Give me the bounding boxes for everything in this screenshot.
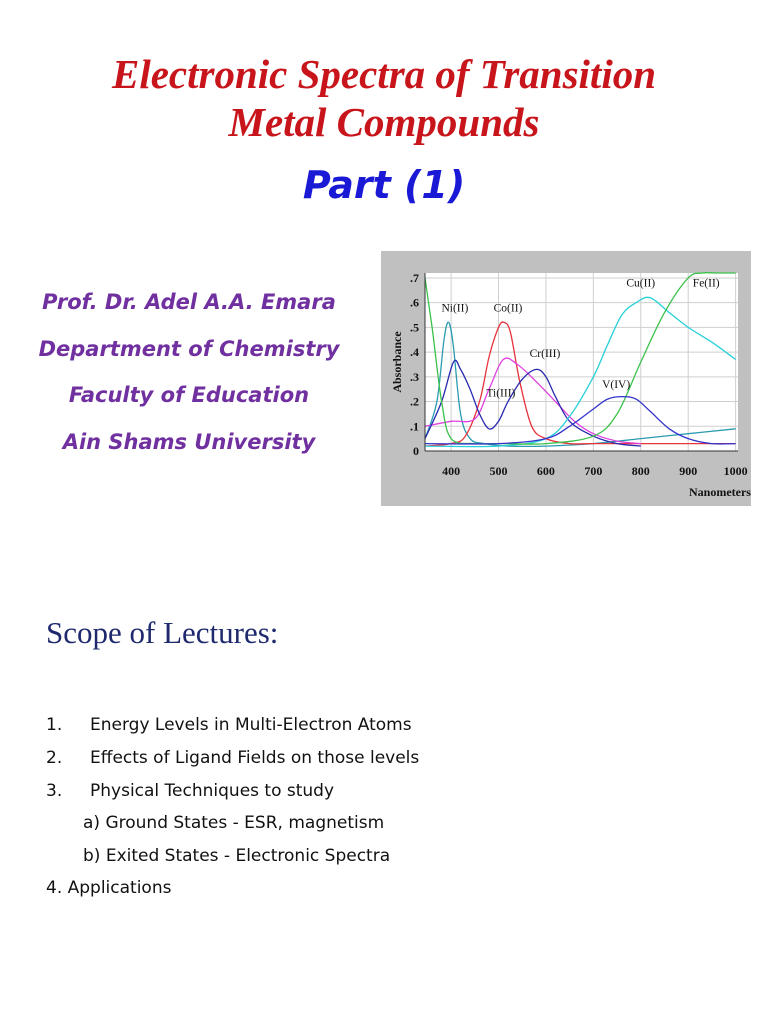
y-tick-label: .6 [410, 295, 419, 310]
chart-svg [381, 251, 751, 506]
scope-heading-text: Scope of Lectures [46, 615, 270, 650]
list-item-text: Physical Techniques to study [90, 781, 335, 801]
title-line-1: Electronic Spectra of Transition [111, 51, 657, 97]
x-tick-label: 500 [489, 464, 508, 478]
y-tick-label: .1 [410, 419, 419, 434]
series-label-fe-ii: Fe(II) [692, 277, 720, 290]
list-item [46, 780, 334, 802]
series-label-ni-ii: Ni(II) [441, 302, 469, 315]
series-label-cr-iii: Cr(III) [529, 348, 561, 361]
series-label-ti-iii: Ti(III) [486, 387, 516, 400]
title-line-2: Metal Compounds [228, 99, 540, 145]
author-university: Ain Shams University [62, 430, 316, 454]
y-tick-label: 0 [413, 444, 419, 458]
y-tick-label: .4 [410, 345, 419, 360]
series-label-cu-ii: Cu(II) [626, 277, 656, 290]
x-tick-label: 800 [631, 464, 650, 478]
y-tick-label: .3 [410, 369, 419, 384]
list-item-number: 2. [46, 748, 63, 768]
list-item [46, 714, 412, 736]
x-tick-label: 700 [584, 464, 603, 478]
list-item-text: 4. Applications [46, 878, 172, 898]
series-label-co-ii: Co(II) [493, 302, 523, 315]
x-axis-title: Nanometers [689, 485, 751, 499]
list-item [46, 877, 171, 899]
x-tick-label: 600 [536, 464, 555, 478]
series-label-v-iv: V(IV) [602, 378, 631, 391]
list-item-number: 1. [46, 715, 63, 735]
scope-heading [46, 613, 278, 653]
author-faculty: Faculty of Education [68, 383, 310, 407]
absorbance-spectra-chart [381, 251, 751, 506]
y-axis-title: Absorbance [390, 331, 404, 393]
list-item [46, 747, 419, 769]
author-department: Department of Chemistry [38, 337, 340, 361]
x-tick-label: 400 [442, 464, 461, 478]
x-tick-label: 900 [679, 464, 698, 478]
list-item-text: a) Ground States - ESR, magnetism [83, 813, 385, 833]
list-item-text: b) Exited States - Electronic Spectra [83, 846, 391, 866]
list-subitem [83, 845, 390, 867]
x-tick-label: 1000 [723, 464, 748, 478]
list-item-number: 3. [46, 781, 63, 801]
list-subitem [83, 812, 384, 834]
y-tick-label: .2 [410, 394, 419, 409]
list-item-text: Energy Levels in Multi-Electron Atoms [90, 715, 412, 735]
y-tick-label: .5 [410, 320, 419, 335]
part-subtitle: Part (1) [302, 163, 466, 207]
y-tick-label: .7 [410, 270, 419, 285]
list-item-text: Effects of Ligand Fields on those levels [90, 748, 420, 768]
author-name: Prof. Dr. Adel A.A. Emara [42, 290, 336, 314]
scope-heading-colon: : [269, 615, 279, 650]
